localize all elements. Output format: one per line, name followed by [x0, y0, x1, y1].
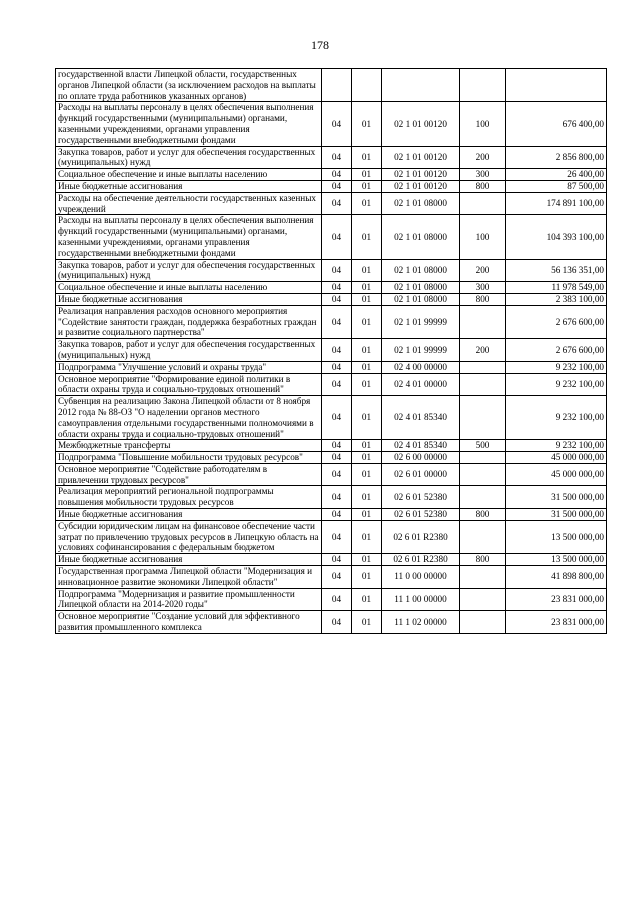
expense-type-cell: 300: [460, 282, 506, 294]
table-row: [56, 396, 607, 440]
subsection-code-cell: 01: [352, 305, 382, 338]
table-row: [56, 180, 607, 192]
amount-cell: 41 898 800,00: [506, 566, 607, 589]
budget-table: [55, 68, 607, 634]
expense-type-cell: [460, 361, 506, 373]
expense-type-cell: 100: [460, 215, 506, 259]
amount-cell: 23 831 000,00: [506, 588, 607, 611]
expense-name-cell: Социальное обеспечение и иные выплаты населению: [56, 169, 322, 181]
expense-name-cell: Основное мероприятие "Формирование единой политики в области охраны труда и социально-трудовых отношений": [56, 373, 322, 396]
section-code-cell: 04: [322, 282, 352, 294]
target-article-cell: 02 4 01 85340: [382, 396, 460, 440]
expense-name-cell: Реализация направления расходов основного мероприятия "Содействие занятости граждан, поддержка безработных граждан и развитие социального партнерства": [56, 305, 322, 338]
amount-cell: 31 500 000,00: [506, 509, 607, 521]
expense-name-cell: Закупка товаров, работ и услуг для обеспечения государственных (муниципальных) нужд: [56, 146, 322, 169]
subsection-code-cell: 01: [352, 293, 382, 305]
table-row: [56, 259, 607, 282]
amount-cell: 2 676 600,00: [506, 305, 607, 338]
expense-type-cell: 200: [460, 146, 506, 169]
target-article-cell: 02 4 01 00000: [382, 373, 460, 396]
expense-name-cell: Основное мероприятие "Создание условий для эффективного развития промышленного комплекса: [56, 611, 322, 634]
section-code-cell: 04: [322, 180, 352, 192]
section-code-cell: 04: [322, 509, 352, 521]
expense-name-cell: Иные бюджетные ассигнования: [56, 554, 322, 566]
expense-type-cell: [460, 396, 506, 440]
section-code-cell: [322, 69, 352, 102]
target-article-cell: 02 6 01 52380: [382, 509, 460, 521]
expense-name-cell: Расходы на обеспечение деятельности государственных казенных учреждений: [56, 192, 322, 215]
subsection-code-cell: 01: [352, 509, 382, 521]
page-number: 178: [311, 38, 329, 52]
amount-cell: 9 232 100,00: [506, 440, 607, 452]
expense-type-cell: 300: [460, 169, 506, 181]
section-code-cell: 04: [322, 440, 352, 452]
section-code-cell: 04: [322, 452, 352, 464]
section-code-cell: 04: [322, 305, 352, 338]
section-code-cell: 04: [322, 102, 352, 146]
subsection-code-cell: 01: [352, 339, 382, 362]
subsection-code-cell: 01: [352, 452, 382, 464]
expense-type-cell: 800: [460, 554, 506, 566]
expense-type-cell: [460, 566, 506, 589]
subsection-code-cell: 01: [352, 554, 382, 566]
amount-cell: 2 676 600,00: [506, 339, 607, 362]
target-article-cell: 02 1 01 00120: [382, 102, 460, 146]
target-article-cell: 02 6 01 52380: [382, 486, 460, 509]
target-article-cell: 11 0 00 00000: [382, 566, 460, 589]
table-row: [56, 566, 607, 589]
subsection-code-cell: 01: [352, 611, 382, 634]
table-row: [56, 509, 607, 521]
expense-name-cell: Закупка товаров, работ и услуг для обеспечения государственных (муниципальных) нужд: [56, 259, 322, 282]
target-article-cell: 02 6 00 00000: [382, 452, 460, 464]
expense-name-cell: Социальное обеспечение и иные выплаты населению: [56, 282, 322, 294]
section-code-cell: 04: [322, 339, 352, 362]
subsection-code-cell: 01: [352, 361, 382, 373]
subsection-code-cell: 01: [352, 215, 382, 259]
target-article-cell: 02 1 01 08000: [382, 192, 460, 215]
subsection-code-cell: 01: [352, 373, 382, 396]
target-article-cell: 02 6 01 R2380: [382, 554, 460, 566]
section-code-cell: 04: [322, 486, 352, 509]
expense-type-cell: 800: [460, 293, 506, 305]
expense-name-cell: Иные бюджетные ассигнования: [56, 293, 322, 305]
subsection-code-cell: 01: [352, 486, 382, 509]
table-row: [56, 305, 607, 338]
target-article-cell: 02 1 01 00120: [382, 146, 460, 169]
target-article-cell: 02 1 01 08000: [382, 293, 460, 305]
budget-table-body: [56, 69, 607, 634]
section-code-cell: 04: [322, 554, 352, 566]
amount-cell: 9 232 100,00: [506, 373, 607, 396]
table-row: [56, 192, 607, 215]
table-row: [56, 373, 607, 396]
table-row: [56, 440, 607, 452]
table-row: [56, 588, 607, 611]
expense-name-cell: Реализация мероприятий региональной подпрограммы повышения мобильности трудовых ресурсов: [56, 486, 322, 509]
expense-name-cell: Подпрограмма "Повышение мобильности трудовых ресурсов": [56, 452, 322, 464]
target-article-cell: 02 4 01 85340: [382, 440, 460, 452]
subsection-code-cell: 01: [352, 169, 382, 181]
subsection-code-cell: 01: [352, 396, 382, 440]
table-row: [56, 169, 607, 181]
expense-type-cell: [460, 611, 506, 634]
expense-name-cell: Расходы на выплаты персоналу в целях обеспечения выполнения функций государственными (муниципальными) органами, казенными учреждениями, органами управления государственными внебюджетными фондами: [56, 102, 322, 146]
amount-cell: 2 856 800,00: [506, 146, 607, 169]
expense-type-cell: [460, 373, 506, 396]
amount-cell: 2 383 100,00: [506, 293, 607, 305]
table-row: [56, 282, 607, 294]
expense-name-cell: Основное мероприятие "Содействие работодателям в привлечении трудовых ресурсов": [56, 463, 322, 486]
target-article-cell: 02 1 01 00120: [382, 169, 460, 181]
expense-type-cell: 200: [460, 339, 506, 362]
section-code-cell: 04: [322, 361, 352, 373]
subsection-code-cell: 01: [352, 588, 382, 611]
expense-name-cell: Расходы на выплаты персоналу в целях обеспечения выполнения функций государственными (муниципальными) органами, казенными учреждениями, органами управления государственными внебюджетными фондами: [56, 215, 322, 259]
table-row: [56, 361, 607, 373]
expense-type-cell: 800: [460, 509, 506, 521]
expense-type-cell: 200: [460, 259, 506, 282]
expense-type-cell: [460, 452, 506, 464]
expense-name-cell: Государственная программа Липецкой области "Модернизация и инновационное развитие экономики Липецкой области": [56, 566, 322, 589]
target-article-cell: 11 1 02 00000: [382, 611, 460, 634]
target-article-cell: 02 1 01 08000: [382, 259, 460, 282]
expense-name-cell: Субсидии юридическим лицам на финансовое обеспечение части затрат по привлечению трудовых ресурсов в Липецкую область на условиях софинансирования с федеральным бюджетом: [56, 520, 322, 553]
table-row: [56, 463, 607, 486]
table-row: [56, 102, 607, 146]
subsection-code-cell: 01: [352, 102, 382, 146]
subsection-code-cell: 01: [352, 566, 382, 589]
expense-name-cell: Субвенция на реализацию Закона Липецкой области от 8 ноября 2012 года № 88-ОЗ "О наделении органов местного самоуправления отдельными государственными полномочиями в области охраны труда и социально-трудовых отношений": [56, 396, 322, 440]
subsection-code-cell: 01: [352, 192, 382, 215]
amount-cell: 45 000 000,00: [506, 452, 607, 464]
subsection-code-cell: 01: [352, 440, 382, 452]
amount-cell: 31 500 000,00: [506, 486, 607, 509]
table-row: [56, 452, 607, 464]
target-article-cell: 02 1 01 00120: [382, 180, 460, 192]
amount-cell: 104 393 100,00: [506, 215, 607, 259]
subsection-code-cell: 01: [352, 180, 382, 192]
expense-name-cell: Закупка товаров, работ и услуг для обеспечения государственных (муниципальных) нужд: [56, 339, 322, 362]
amount-cell: 9 232 100,00: [506, 396, 607, 440]
target-article-cell: 02 6 01 R2380: [382, 520, 460, 553]
amount-cell: 26 400,00: [506, 169, 607, 181]
amount-cell: 87 500,00: [506, 180, 607, 192]
expense-type-cell: 100: [460, 102, 506, 146]
expense-type-cell: [460, 486, 506, 509]
section-code-cell: 04: [322, 520, 352, 553]
expense-type-cell: [460, 69, 506, 102]
section-code-cell: 04: [322, 169, 352, 181]
section-code-cell: 04: [322, 396, 352, 440]
table-row: [56, 293, 607, 305]
section-code-cell: 04: [322, 293, 352, 305]
section-code-cell: 04: [322, 611, 352, 634]
expense-name-cell: Иные бюджетные ассигнования: [56, 180, 322, 192]
expense-name-cell: Иные бюджетные ассигнования: [56, 509, 322, 521]
expense-type-cell: [460, 520, 506, 553]
amount-cell: 9 232 100,00: [506, 361, 607, 373]
expense-type-cell: [460, 305, 506, 338]
subsection-code-cell: 01: [352, 259, 382, 282]
table-row: [56, 146, 607, 169]
table-row: [56, 215, 607, 259]
target-article-cell: 02 1 01 08000: [382, 282, 460, 294]
expense-type-cell: 500: [460, 440, 506, 452]
table-row: [56, 339, 607, 362]
table-row: [56, 611, 607, 634]
expense-name-cell: Подпрограмма "Улучшение условий и охраны труда": [56, 361, 322, 373]
amount-cell: 676 400,00: [506, 102, 607, 146]
target-article-cell: [382, 69, 460, 102]
amount-cell: 13 500 000,00: [506, 520, 607, 553]
section-code-cell: 04: [322, 192, 352, 215]
target-article-cell: 02 1 01 99999: [382, 339, 460, 362]
subsection-code-cell: 01: [352, 463, 382, 486]
expense-name-cell: государственной власти Липецкой области, государственных органов Липецкой области (за исключением расходов на выплаты по оплате труда работников указанных органов): [56, 69, 322, 102]
subsection-code-cell: 01: [352, 520, 382, 553]
target-article-cell: 11 1 00 00000: [382, 588, 460, 611]
expense-type-cell: [460, 588, 506, 611]
amount-cell: 13 500 000,00: [506, 554, 607, 566]
expense-type-cell: [460, 463, 506, 486]
section-code-cell: 04: [322, 259, 352, 282]
expense-name-cell: Межбюджетные трансферты: [56, 440, 322, 452]
subsection-code-cell: 01: [352, 282, 382, 294]
target-article-cell: 02 1 01 99999: [382, 305, 460, 338]
section-code-cell: 04: [322, 215, 352, 259]
section-code-cell: 04: [322, 588, 352, 611]
subsection-code-cell: [352, 69, 382, 102]
section-code-cell: 04: [322, 463, 352, 486]
target-article-cell: 02 6 01 00000: [382, 463, 460, 486]
target-article-cell: 02 4 00 00000: [382, 361, 460, 373]
amount-cell: [506, 69, 607, 102]
amount-cell: 56 136 351,00: [506, 259, 607, 282]
expense-name-cell: Подпрограмма "Модернизация и развитие промышленности Липецкой области на 2014-2020 годы": [56, 588, 322, 611]
table-row: [56, 486, 607, 509]
table-row: [56, 69, 607, 102]
subsection-code-cell: 01: [352, 146, 382, 169]
amount-cell: 174 891 100,00: [506, 192, 607, 215]
section-code-cell: 04: [322, 373, 352, 396]
expense-type-cell: 800: [460, 180, 506, 192]
section-code-cell: 04: [322, 146, 352, 169]
amount-cell: 45 000 000,00: [506, 463, 607, 486]
expense-type-cell: [460, 192, 506, 215]
target-article-cell: 02 1 01 08000: [382, 215, 460, 259]
amount-cell: 23 831 000,00: [506, 611, 607, 634]
section-code-cell: 04: [322, 566, 352, 589]
table-row: [56, 554, 607, 566]
table-row: [56, 520, 607, 553]
amount-cell: 11 978 549,00: [506, 282, 607, 294]
